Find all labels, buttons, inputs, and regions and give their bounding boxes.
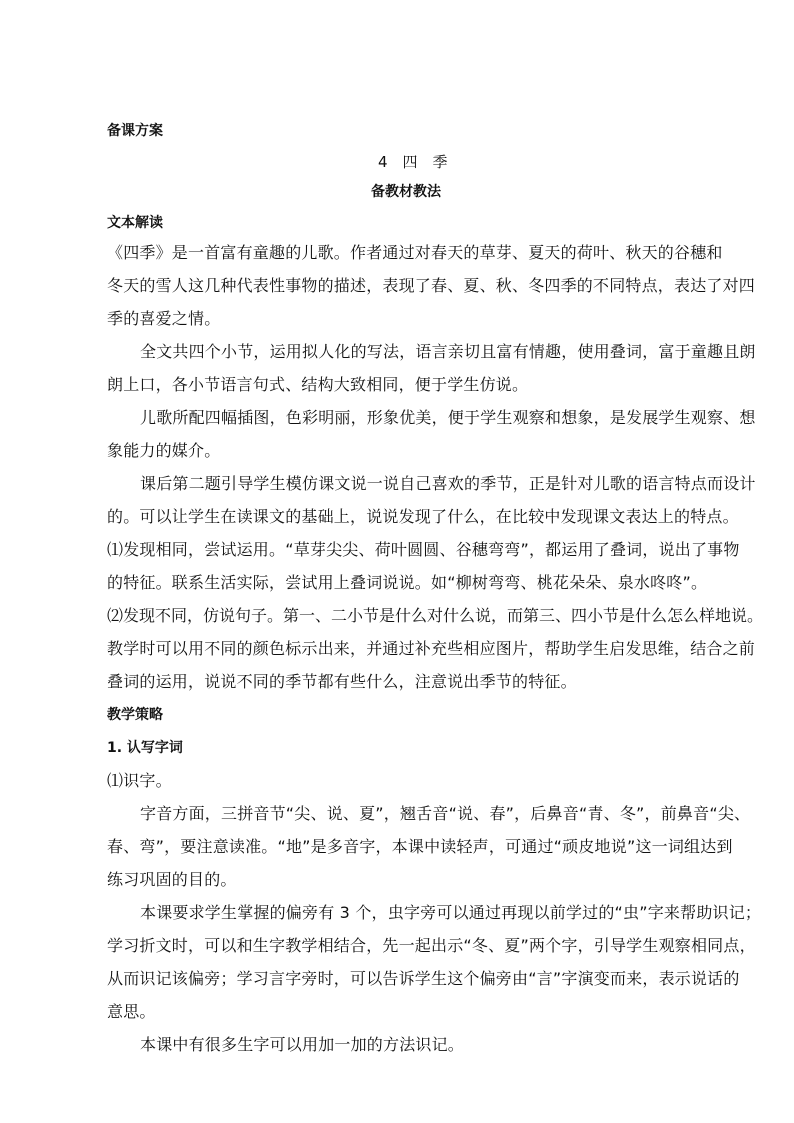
doc-header: 备课方案 <box>107 123 163 139</box>
paragraph-line: 全文共四个小节，运用拟人化的写法，语言亲切且富有情趣，使用叠词，富于童趣且朗 <box>140 342 756 361</box>
sub-item-heading: ⑴识字。 <box>107 771 172 790</box>
paragraph-line: 字音方面，三拼音节“尖、说、夏”，翘舌音“说、春”，后鼻音“青、冬”，前鼻音“尖、 <box>140 804 751 823</box>
paragraph-line: ⑵发现不同，仿说句子。第一、二小节是什么对什么说，而第三、四小节是什么怎么样地说。 <box>107 606 764 625</box>
paragraph-line: 《四季》是一首富有童趣的儿歌。作者通过对春天的草芽、夏天的荷叶、秋天的谷穗和 <box>107 243 723 262</box>
paragraph-line: 学习折文时，可以和生字教学相结合，先一起出示“冬、夏”两个字，引导学生观察相同点， <box>107 936 756 955</box>
paragraph-line: 的特征。联系生活实际，尝试用上叠词说说。如“柳树弯弯、桃花朵朵、泉水咚咚”。 <box>107 573 708 592</box>
paragraph-line: 象能力的媒介。 <box>107 441 221 460</box>
paragraph-line: 从而识记该偏旁；学习言字旁时，可以告诉学生这个偏旁由“言”字演变而来，表示说话的 <box>107 969 740 988</box>
lesson-subtitle: 备教材教法 <box>371 184 441 200</box>
paragraph-line: 的。可以让学生在读课文的基础上，说说发现了什么，在比较中发现课文表达上的特点。 <box>107 507 739 526</box>
paragraph-line: 春、弯”，要注意读准。“地”是多音字，本课中读轻声，可通过“顽皮地说”这一词组达到 <box>107 837 733 856</box>
paragraph-line: 本课中有很多生字可以用加一加的方法识记。 <box>140 1035 465 1054</box>
paragraph-line: 意思。 <box>107 1002 156 1021</box>
section-heading-text-analysis: 文本解读 <box>107 215 163 231</box>
paragraph-line: 叠词的运用，说说不同的季节都有些什么，注意说出季节的特征。 <box>107 672 577 691</box>
paragraph-line: 季的喜爱之情。 <box>107 309 221 328</box>
lesson-title: 4 四 季 <box>378 153 448 171</box>
paragraph-line: 本课要求学生掌握的偏旁有 3 个，虫字旁可以通过再现以前学过的“虫”字来帮助识记； <box>140 903 762 922</box>
section-heading-teaching-strategy: 教学策略 <box>107 707 163 723</box>
paragraph-line: 儿歌所配四幅插图，色彩明丽，形象优美，便于学生观察和想象，是发展学生观察、想 <box>140 408 756 427</box>
paragraph-line: 朗上口，各小节语言句式、结构大致相同，便于学生仿说。 <box>107 375 529 394</box>
paragraph-line: ⑴发现相同，尝试运用。“草芽尖尖、荷叶圆圆、谷穗弯弯”，都运用了叠词，说出了事物 <box>107 540 740 559</box>
paragraph-line: 课后第二题引导学生模仿课文说一说自己喜欢的季节，正是针对儿歌的语言特点而设计 <box>140 474 756 493</box>
paragraph-line: 练习巩固的目的。 <box>107 870 237 889</box>
list-item-heading: 1. 认写字词 <box>107 740 183 756</box>
paragraph-line: 教学时可以用不同的颜色标示出来，并通过补充些相应图片，帮助学生启发思维，结合之前 <box>107 639 756 658</box>
paragraph-line: 冬天的雪人这几种代表性事物的描述，表现了春、夏、秋、冬四季的不同特点，表达了对四 <box>107 276 756 295</box>
